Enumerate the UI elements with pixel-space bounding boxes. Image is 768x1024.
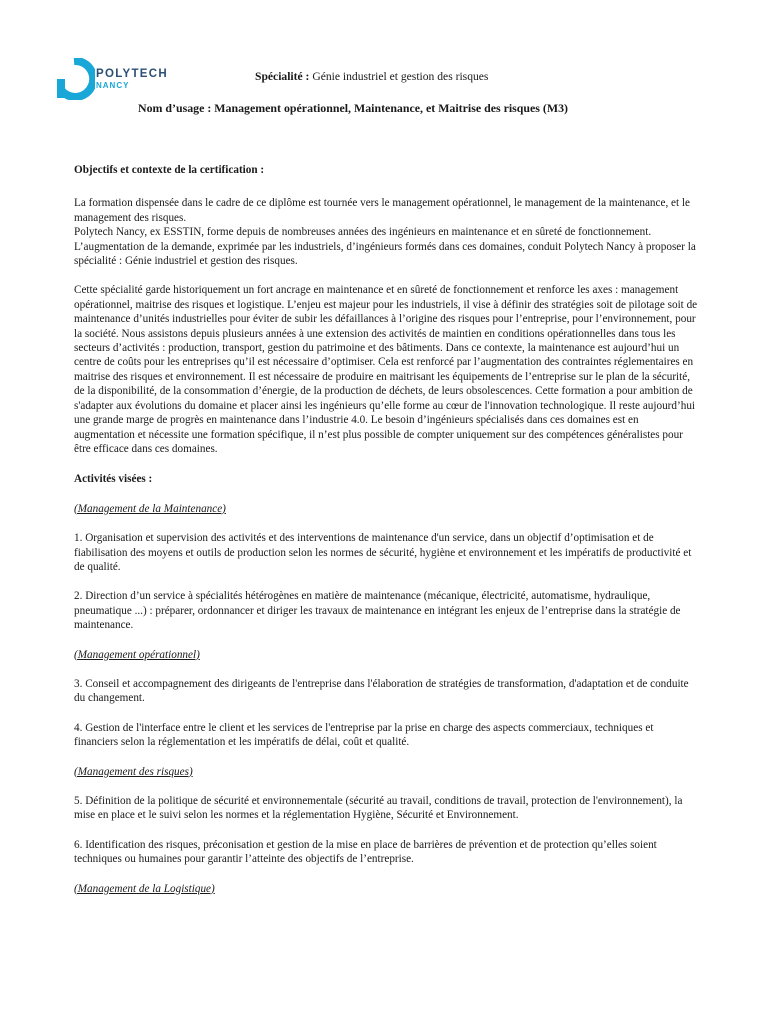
specialite-value: Génie industriel et gestion des risques xyxy=(309,70,489,83)
logo-wordmark: POLYTECH xyxy=(96,68,168,80)
specialite-line xyxy=(255,70,488,83)
objectifs-paragraph-3: Cette spécialité garde historiquement un fort ancrage en maintenance et en sûreté de fonctionnement et renforce les axes : management opérationnel, maitrise des risques et logistique. L’enjeu est majeur pour les industriels, il vise à définir des stratégies soit de pilotage soit de maintenance d’unités industrielles pour éviter de subir les défaillances à l’origine des risques pour l’entreprise, pour l’environnement, pour la société. Nous assistons depuis plusieurs années à une extension des activités de maintien en conditions opérationnelles dans tous les secteurs d’activités : production, transport, gestion du patrimoine et des bâtiments. Dans ce contexte, la maintenance est aujourd’hui un centre de coûts pour les entreprises qu’il est nécessaire d’optimiser. Cela est renforcé par l’augmentation des contraintes réglementaires en maitrise des risques et environnement. Il est nécessaire de produire en maitrisant les équipements de l’entreprise sur le plan de la sécurité, de la disponibilité, de la consommation d’énergie, de la production de déchets, de leurs obsolescences. Cette formation a pour ambition de s'adapter aux évolutions du domaine et placer ainsi les ingénieurs qu’elle forme au cœur de l'innovation technologique. Il reste aujourd’hui une grande marge de progrès en maintenance dans l’industrie 4.0. Le besoin d’ingénieurs spécialisés dans ces domaines est en augmentation et nécessite une formation spécifique, il n’est plus possible de compter uniquement sur des compétences généralistes pour être efficace dans ces domaines. xyxy=(74,284,698,455)
subsection-maintenance: (Management de la Maintenance) xyxy=(74,502,226,515)
objectifs-paragraph-2: Polytech Nancy, ex ESSTIN, forme depuis de nombreuses années des ingénieurs en maintenance et en sûreté de fonctionnement. L’augmentation de la demande, exprimée par les industriels, d’ingénieurs formés dans ces domaines, conduit Polytech Nancy à proposer la spécialité : Génie industriel et gestion des risques. xyxy=(74,226,696,268)
subsection-logistique: (Management de la Logistique) xyxy=(74,882,215,895)
activite-item-5: 5. Définition de la politique de sécurité et environnementale (sécurité au travail, conditions de travail, protection de l'environnement), la mise en place et le suivi selon les normes et la réglementation Hygiène, Sécurité et Environnement. xyxy=(74,795,683,822)
activite-item-6: 6. Identification des risques, préconisation et gestion de la mise en place de barrières de prévention et de protection qu’elles soient techniques ou humaines pour garantir l’atteinte des objectifs de l’entreprise. xyxy=(74,838,657,866)
objectifs-heading: Objectifs et contexte de la certification : xyxy=(74,164,265,176)
activite-item-1: 1. Organisation et supervision des activités et des interventions de maintenance d'un service, dans un objectif d’optimisation et de fiabilisation des moyens et outils de production selon les normes de sécurité, hygiène et environnement et les impératifs de productivité et de qualité. xyxy=(74,532,692,573)
subsection-operationnel: (Management opérationnel) xyxy=(74,648,200,661)
objectifs-paragraph-1: La formation dispensée dans le cadre de ce diplôme est tournée vers le management opérationnel, le management de la maintenance, et le management des risques. xyxy=(74,197,690,224)
nom-usage-title: Nom d’usage : Management opérationnel, Maintenance, et Maitrise des risques (M3) xyxy=(138,101,568,115)
polytech-logo xyxy=(53,58,193,100)
polytech-logo-icon xyxy=(53,58,95,100)
activite-item-2: 2. Direction d’un service à spécialités hétérogènes en matière de maintenance (mécanique, électricité, automatisme, hydraulique, pneumatique ...) : préparer, ordonnancer et diriger les travaux de maintenance en intégrant les enjeux de l’entreprise dans la stratégie de maintenance. xyxy=(74,590,681,632)
subsection-risques: (Management des risques) xyxy=(74,765,193,778)
logo-subtitle: NANCY xyxy=(96,81,130,90)
specialite-label: Spécialité : xyxy=(255,70,310,83)
activites-heading: Activités visées : xyxy=(74,473,153,486)
activite-item-3: 3. Conseil et accompagnement des dirigeants de l'entreprise dans l'élaboration de stratégies de transformation, d'adaptation et de conduite du changement. xyxy=(74,677,689,705)
document-body xyxy=(74,163,700,896)
activite-item-4: 4. Gestion de l'interface entre le client et les services de l'entreprise par la prise en charge des aspects commerciaux, techniques et financiers selon la réglementation et les impératifs de délai, coût et qualité. xyxy=(74,721,654,749)
